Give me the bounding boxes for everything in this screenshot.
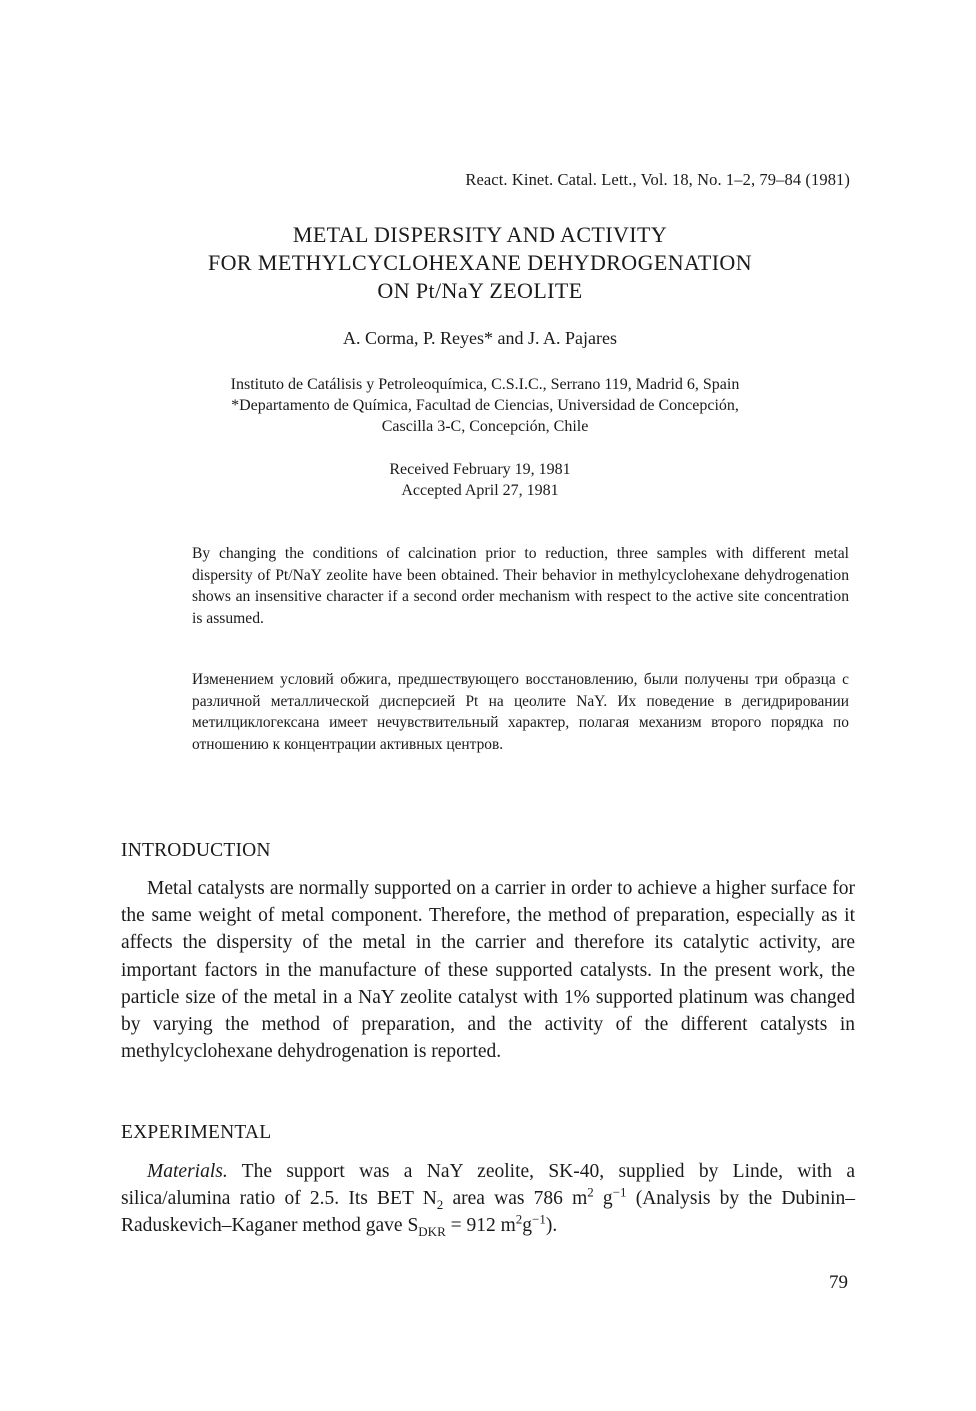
m2-superscript-2: 2 <box>515 1211 523 1227</box>
g-neg1-superscript: −1 <box>612 1184 627 1200</box>
introduction-paragraph: Metal catalysts are normally supported on a carrier in order to achieve a higher surface for the same weight of metal component. Therefore, the method of preparation, especially as it affects the dispersity of the metal in the carrier and therefore its catalytic activity, are important factors in the manufacture of these supported catalysts. In the present work, the particle size of the metal in a NaY zeolite catalyst with 1% supported platinum was changed by varying the method of preparation, and the activity of the different catalysts in methylcyclohexane dehydrogenation is reported. <box>121 878 855 1063</box>
submission-dates <box>120 459 840 501</box>
materials-paragraph <box>121 1158 855 1240</box>
affiliation-line-1: Instituto de Catálisis y Petroleoquímica, C.S.I.C., Serrano 119, Madrid 6, Spain <box>230 376 740 393</box>
journal-reference: React. Kinet. Catal. Lett., Vol. 18, No. 1–2, 79–84 (1981) <box>465 170 850 189</box>
m2-superscript: 2 <box>587 1184 594 1200</box>
accepted-date: Accepted April 27, 1981 <box>401 482 559 499</box>
title-line-2: FOR METHYLCYCLOHEXANE DEHYDROGENATION <box>208 250 752 275</box>
abstract-russian: Изменением условий обжига, предшествующего восстановлению, были получены три образца с различной металлической дисперсией Pt на цеолите NaY. Их поведение в дегидрировании метилциклогексана имеет нечувствительный характер, полагая механизм второго порядка по отношению к концентрации активных центров. <box>192 671 849 753</box>
materials-text-7: ). <box>545 1215 558 1237</box>
page-number: 79 <box>829 1272 848 1293</box>
introduction-heading: INTRODUCTION <box>121 840 271 861</box>
experimental-heading: EXPERIMENTAL <box>121 1122 272 1143</box>
materials-text-4: (Analysis by the Dubinin–Raduskevich–Kaganer method gave S <box>121 1188 856 1237</box>
materials-text-1: The support was a NaY zeolite, SK-40, supplied by Linde, with a silica/alumina ratio of 2.5. Its BET N <box>121 1161 855 1210</box>
abstract-english: By changing the conditions of calcination prior to reduction, three samples with different metal dispersity of Pt/NaY zeolite have been obtained. Their behavior in methylcyclohexane dehydrogenation shows an insensitive character if a second order mechanism with respect to the active site concentration is assumed. <box>192 545 849 627</box>
affiliation-line-3: Cascilla 3-C, Concepción, Chile <box>381 418 589 435</box>
materials-text-6: g <box>522 1215 533 1237</box>
authors: A. Corma, P. Reyes* and J. A. Pajares <box>343 328 617 348</box>
title-line-1: METAL DISPERSITY AND ACTIVITY <box>292 222 668 247</box>
affiliation-line-2: *Departamento de Química, Facultad de Ciencias, Universidad de Concepción, <box>231 397 739 414</box>
materials-text-3: g <box>593 1188 613 1210</box>
g-neg1-superscript-2: −1 <box>532 1211 546 1227</box>
materials-text-2: area was 786 m <box>443 1188 588 1210</box>
paper-title <box>120 221 840 305</box>
title-line-3: ON Pt/NaY ZEOLITE <box>377 278 583 303</box>
materials-text-5: = 912 m <box>445 1215 516 1237</box>
materials-label: Materials. <box>147 1161 228 1182</box>
n2-subscript: 2 <box>436 1197 444 1213</box>
received-date: Received February 19, 1981 <box>389 461 571 478</box>
affiliations <box>120 374 850 437</box>
dkr-subscript: DKR <box>418 1224 446 1240</box>
